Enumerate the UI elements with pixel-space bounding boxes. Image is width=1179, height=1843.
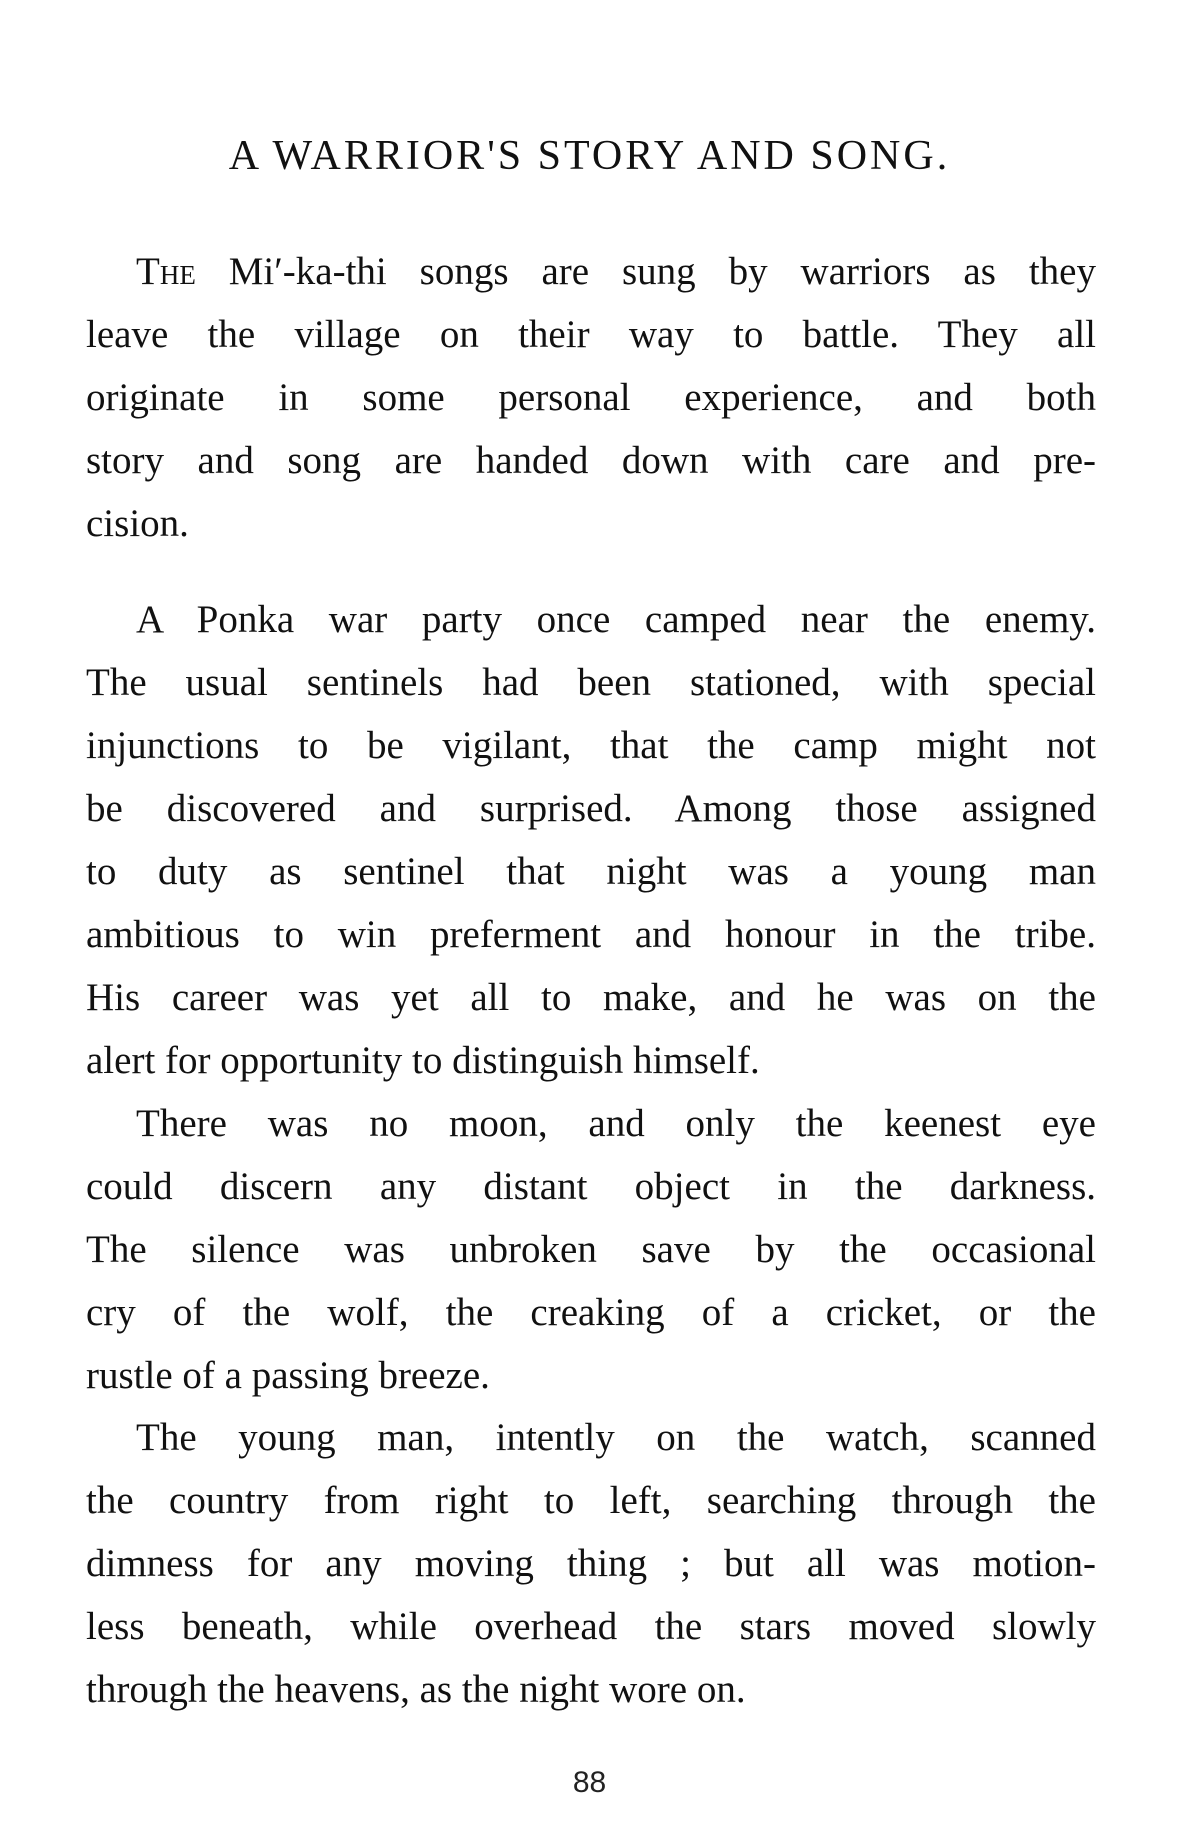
paragraph-line: originate in some personal experience, and both [86,376,1096,419]
paragraph-line: less beneath, while overhead the stars moved slowly [86,1605,1096,1648]
paragraph-line: His career was yet all to make, and he was on the [86,976,1096,1019]
lead-word: The [136,250,196,293]
paragraph-line: The silence was unbroken save by the occasional [86,1228,1096,1271]
paragraph-line: the country from right to left, searching through the [86,1479,1096,1522]
paragraph-line: injunctions to be vigilant, that the camp might not [86,724,1096,767]
paragraph-line: be discovered and surprised. Among those assigned [86,787,1096,830]
paragraph-line: cry of the wolf, the creaking of a cricket, or the [86,1291,1096,1334]
paragraph-line: The Mi′-ka-thi songs are sung by warriors as they [136,250,1096,293]
paragraph-line: to duty as sentinel that night was a young man [86,850,1096,893]
paragraph-line: There was no moon, and only the keenest eye [136,1102,1096,1145]
paragraph-line: The young man, intently on the watch, scanned [136,1416,1096,1459]
paragraph-3 [86,1092,1096,1407]
paragraph-line: alert for opportunity to distinguish himself. [86,1039,760,1082]
chapter-title: A WARRIOR'S STORY AND SONG. [228,133,951,179]
paragraph-line: cision. [86,502,189,545]
paragraph-line: dimness for any moving thing ; but all was motion- [86,1542,1096,1585]
page-number: 88 [572,1766,607,1799]
paragraph-line: The usual sentinels had been stationed, with special [86,661,1096,704]
paragraph-line: A Ponka war party once camped near the enemy. [136,598,1096,641]
paragraph-line: through the heavens, as the night wore on. [86,1668,746,1711]
paragraph-line: story and song are handed down with care and pre- [86,439,1096,482]
paragraph-line: ambitious to win preferment and honour in the tribe. [86,913,1096,956]
paragraph-1 [86,240,1096,555]
paragraph-line: could discern any distant object in the darkness. [86,1165,1096,1208]
paragraph-2 [86,588,1096,1092]
paragraph-line: rustle of a passing breeze. [86,1354,490,1397]
paragraph-line: leave the village on their way to battle. They all [86,313,1096,356]
paragraph-4 [86,1406,1096,1721]
